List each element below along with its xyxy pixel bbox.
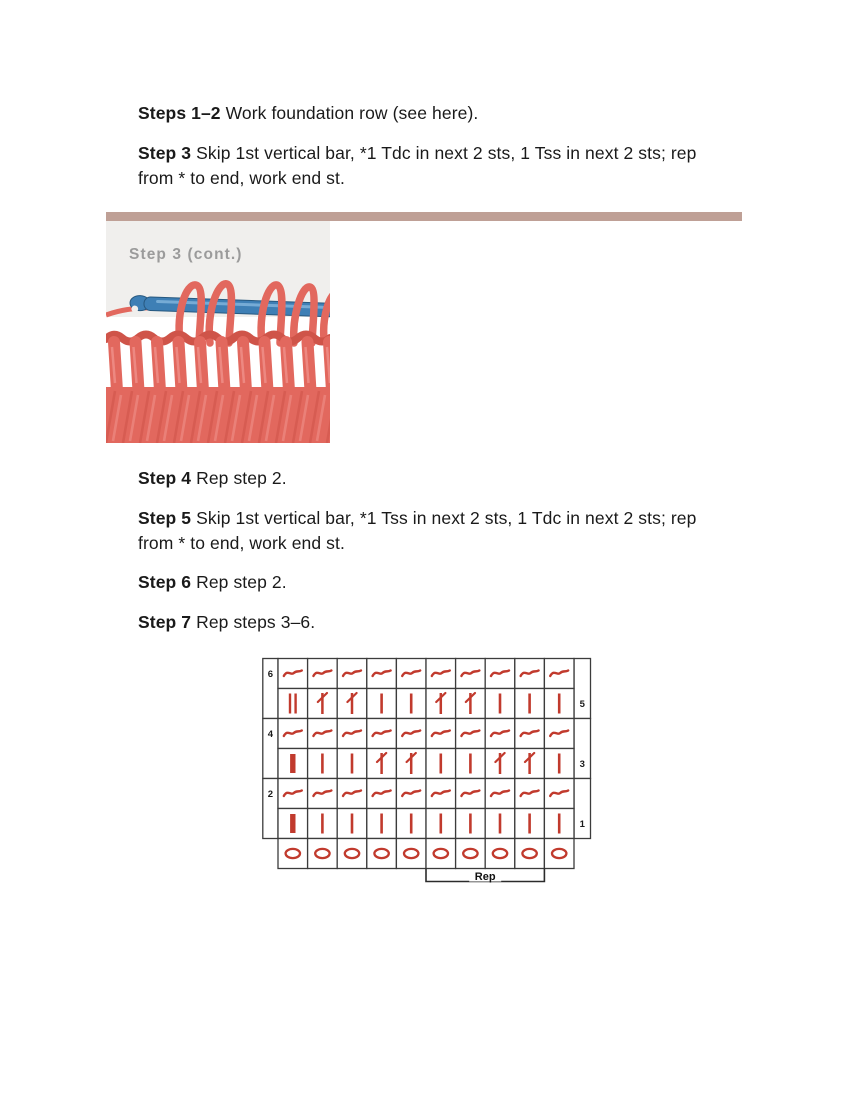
step-label: Step 6 — [138, 572, 192, 592]
step-label: Steps 1–2 — [138, 103, 221, 123]
step-text: Work foundation row (see here). — [225, 103, 479, 123]
chart-cell — [515, 839, 545, 869]
row-label-cell-left — [263, 659, 278, 719]
section-divider — [106, 212, 742, 221]
step-text: Rep step 2. — [196, 572, 287, 592]
step-label: Step 3 — [138, 143, 192, 163]
row-number-right: 3 — [579, 759, 585, 770]
step-paragraph — [138, 610, 734, 635]
chart-cell — [278, 839, 308, 869]
step-paragraph — [138, 570, 734, 595]
rep-label: Rep — [474, 871, 496, 883]
chart-cell — [456, 839, 486, 869]
chart-cell — [367, 839, 397, 869]
step3-photo-figure — [106, 221, 330, 443]
row-number-left: 6 — [267, 669, 274, 680]
step-paragraph — [138, 141, 734, 191]
step-paragraph — [138, 506, 734, 556]
stitch-chart-figure — [262, 657, 592, 887]
row-label-cell-left — [263, 719, 278, 779]
chart-cell — [337, 839, 367, 869]
step-text: Rep step 2. — [196, 468, 287, 488]
row-number-right: 5 — [579, 699, 585, 710]
chart-cell — [485, 839, 515, 869]
crochet-photo-illustration — [106, 221, 330, 443]
step-label: Step 7 — [138, 612, 192, 632]
step-text: Skip 1st vertical bar, *1 Tdc in next 2 sts, 1 Tss in next 2 sts; rep from * to end, work end st. — [138, 143, 697, 188]
row-number-left: 4 — [267, 729, 274, 740]
chart-cell — [396, 839, 426, 869]
figure-caption: Step 3 (cont.) — [129, 246, 243, 263]
chart-cell — [544, 839, 574, 869]
step-text: Skip 1st vertical bar, *1 Tss in next 2 sts, 1 Tdc in next 2 sts; rep from * to end, work end st. — [138, 508, 697, 553]
chart-cell — [278, 689, 308, 719]
step-paragraph — [138, 101, 734, 126]
stitch-chart — [262, 657, 592, 887]
step-label: Step 4 — [138, 468, 192, 488]
step-paragraph — [138, 466, 734, 491]
chart-cell — [308, 839, 338, 869]
row-label-cell-left — [263, 779, 278, 839]
chart-cell — [426, 839, 456, 869]
step-text: Rep steps 3–6. — [196, 612, 316, 632]
row-number-left: 2 — [267, 789, 274, 800]
step-label: Step 5 — [138, 508, 192, 528]
row-number-right: 1 — [579, 819, 585, 830]
